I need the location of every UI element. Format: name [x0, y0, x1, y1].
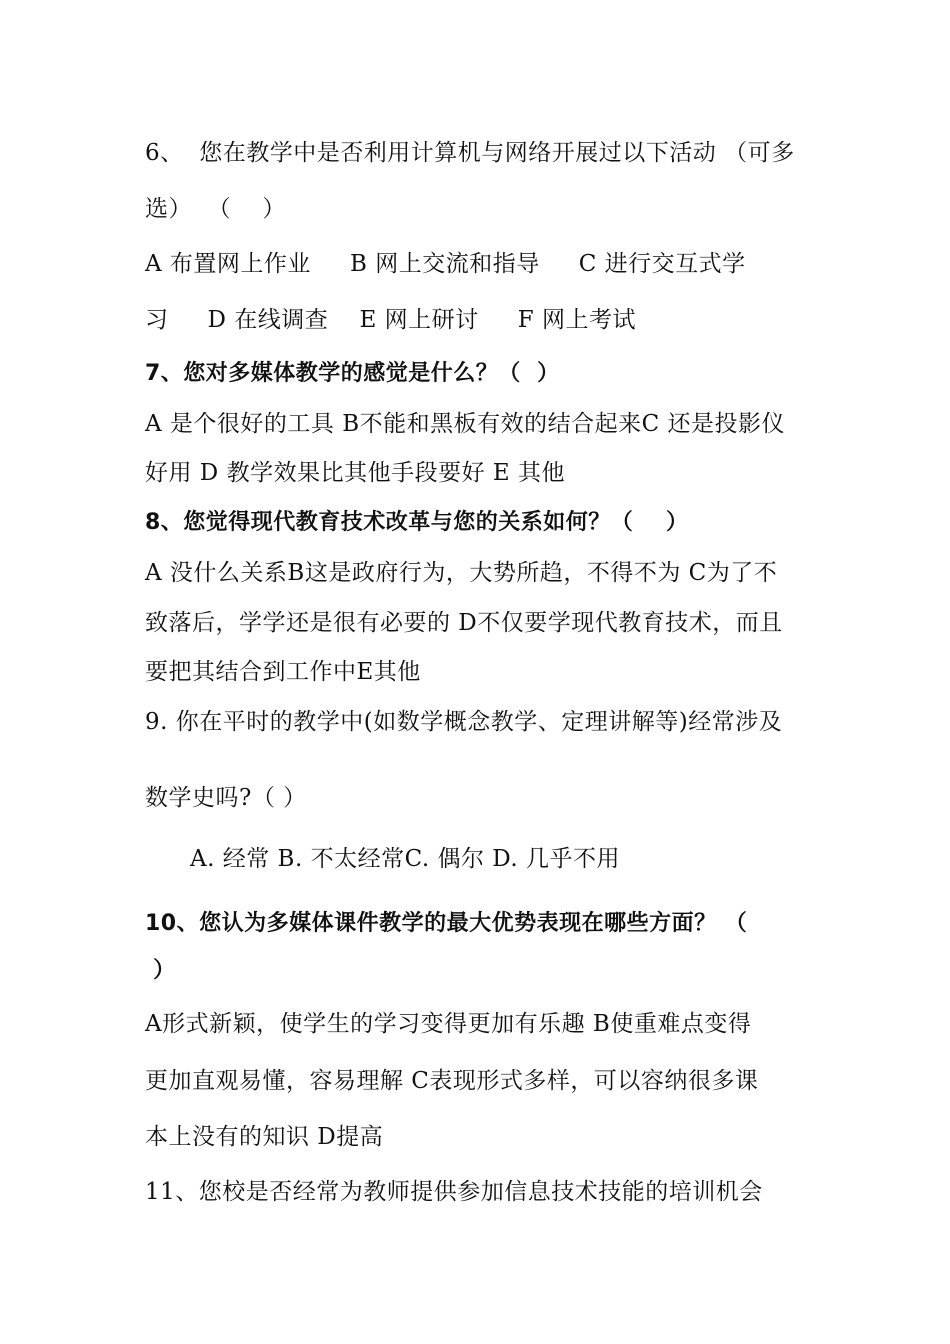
q7-options-line-2: 好用 D 教学效果比其他手段要好 E 其他: [145, 460, 565, 486]
q10-options-line-3: 本上没有的知识 D提高: [145, 1124, 384, 1150]
q8-options-line-1: A 没什么关系B这是政府行为，大势所趋，不得不为 C为了不: [145, 560, 778, 586]
q10-title-line-2: ）: [145, 958, 176, 983]
q9-options: A. 经常 B. 不太经常C. 偶尔 D. 几乎不用: [190, 846, 621, 872]
q7-title: 7、您对多媒体教学的感觉是什么？（ ）: [145, 361, 560, 386]
q6-line-2: 选） （ ）: [145, 196, 286, 222]
q6-options-line-1: A 布置网上作业 B 网上交流和指导 C 进行交互式学: [145, 251, 746, 277]
q6-line-1: 6、 您在教学中是否利用计算机与网络开展过以下活动 （可多: [145, 140, 795, 166]
q11-line-1: 11、您校是否经常为教师提供参加信息技术技能的培训机会: [145, 1179, 763, 1205]
q7-options-line-1: A 是个很好的工具 B不能和黑板有效的结合起来C 还是投影仪: [145, 411, 786, 437]
q8-options-line-2: 致落后，学学还是很有必要的 D不仅要学现代教育技术，而且: [145, 610, 783, 636]
q8-options-line-3: 要把其结合到工作中E其他: [145, 659, 421, 685]
q9-line-1: 9. 你在平时的教学中(如数学概念教学、定理讲解等)经常涉及: [145, 709, 783, 735]
q8-title: 8、您觉得现代教育技术改革与您的关系如何？（ ）: [145, 510, 689, 535]
q10-title-line-1: 10、您认为多媒体课件教学的最大优势表现在哪些方面？ （: [145, 911, 748, 936]
q6-options-line-2: 习 D 在线调查 E 网上研讨 F 网上考试: [145, 307, 636, 333]
q9-line-2: 数学史吗?（ ）: [145, 785, 307, 811]
q10-options-line-2: 更加直观易懂，容易理解 C表现形式多样，可以容纳很多课: [145, 1068, 759, 1094]
q10-options-line-1: A形式新颖，使学生的学习变得更加有乐趣 B使重难点变得: [145, 1011, 752, 1037]
